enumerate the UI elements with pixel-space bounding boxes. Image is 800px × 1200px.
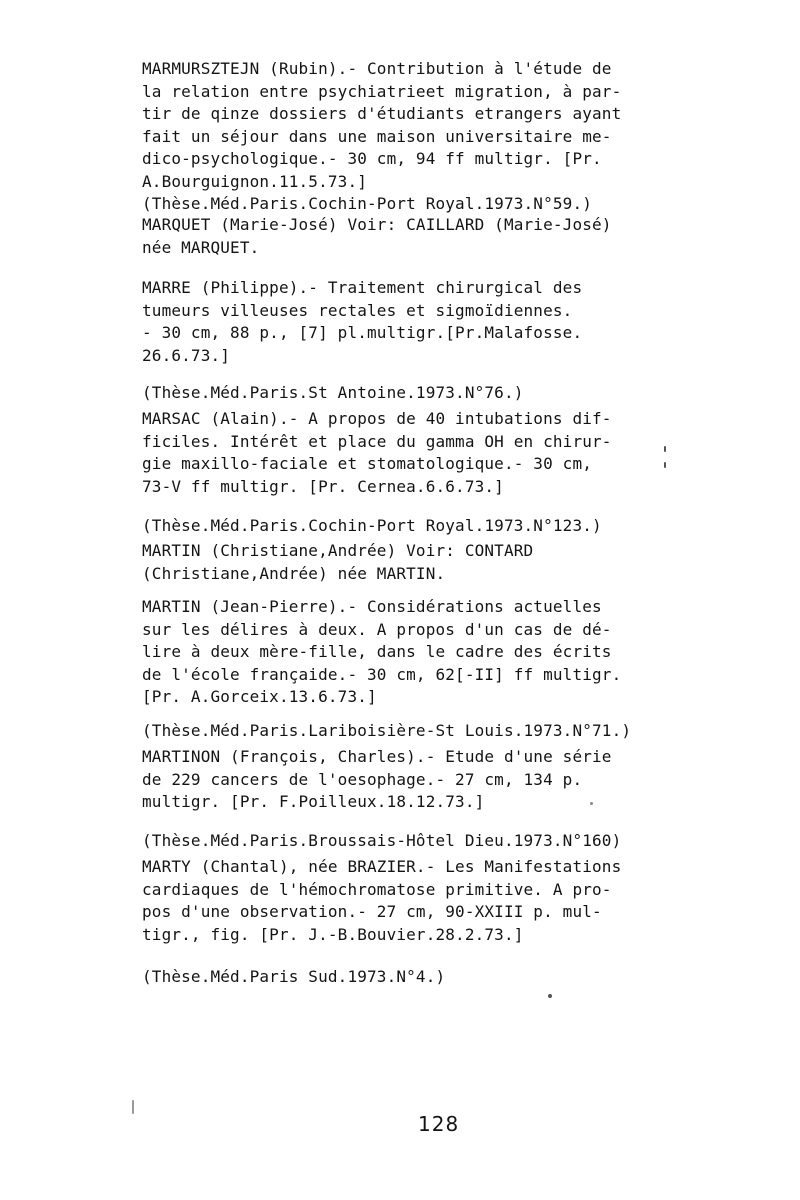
entry-line: cardiaques de l'hémochromatose primitive. A pro- bbox=[142, 879, 612, 899]
print-speck bbox=[664, 446, 666, 452]
entry-line: MARMURSZTEJN (Rubin).- Contribution à l'étude de bbox=[142, 59, 612, 78]
page-number: 128 bbox=[418, 1112, 460, 1136]
entry-line: MARTINON (François, Charles).- Etude d'une série bbox=[142, 747, 612, 766]
entry-line: MARSAC (Alain).- A propos de 40 intubations dif- bbox=[142, 409, 612, 428]
entry-line: de 229 cancers de l'oesophage.- 27 cm, 134 p. bbox=[142, 769, 583, 789]
entry-line: multigr. [Pr. F.Poilleux.18.12.73.] bbox=[142, 792, 485, 811]
entry-line: (Christiane,Andrée) née MARTIN. bbox=[142, 563, 446, 583]
thesis-reference: (Thèse.Méd.Paris.Lariboisière-St Louis.1973.N°71.) bbox=[142, 721, 632, 740]
entry-marmursztejn bbox=[142, 58, 662, 193]
print-speck bbox=[132, 1100, 134, 1114]
thesis-reference: (Thèse.Méd.Paris Sud.1973.N°4.) bbox=[142, 967, 446, 986]
entry-line: pos d'une observation.- 27 cm, 90-XXIII p. mul- bbox=[142, 902, 602, 921]
thesis-reference: (Thèse.Méd.Paris.Broussais-Hôtel Dieu.1973.N°160) bbox=[142, 831, 622, 850]
entry-marre bbox=[142, 277, 662, 367]
entry-line: ficiles. Intérêt et place du gamma OH en chirur- bbox=[142, 431, 612, 451]
entry-martinon bbox=[142, 746, 662, 814]
entry-line: - 30 cm, 88 p., [7] pl.multigr.[Pr.Malafosse. bbox=[142, 323, 583, 342]
entry-line: MARQUET (Marie-José) Voir: CAILLARD (Marie-José) bbox=[142, 215, 612, 234]
print-speck bbox=[664, 462, 666, 468]
entry-marsac bbox=[142, 408, 662, 498]
entry-line: tumeurs villeuses rectales et sigmoïdiennes. bbox=[142, 300, 573, 320]
entry-line: sur les délires à deux. A propos d'un cas de dé- bbox=[142, 619, 612, 639]
entry-line: dico-psychologique.- 30 cm, 94 ff multigr. [Pr. bbox=[142, 149, 602, 168]
entry-line: de l'école françaide.- 30 cm, 62[-II] ff multigr. bbox=[142, 664, 622, 684]
entry-line: MARTIN (Christiane,Andrée) Voir: CONTARD bbox=[142, 541, 534, 560]
entry-martin-jean-pierre bbox=[142, 596, 662, 709]
entry-marquet bbox=[142, 214, 662, 259]
entry-line: MARRE (Philippe).- Traitement chirurgical des bbox=[142, 278, 583, 297]
entry-line: MARTY (Chantal), née BRAZIER.- Les Manifestations bbox=[142, 857, 622, 876]
entry-line: la relation entre psychiatrieet migration, à par- bbox=[142, 81, 622, 101]
entry-line: tir de qinze dossiers d'étudiants etrangers ayant bbox=[142, 104, 622, 123]
entry-line: A.Bourguignon.11.5.73.] bbox=[142, 171, 368, 191]
entry-line: tigr., fig. [Pr. J.-B.Bouvier.28.2.73.] bbox=[142, 924, 524, 944]
entry-martin-christiane bbox=[142, 540, 662, 585]
entry-line: 73-V ff multigr. [Pr. Cernea.6.6.73.] bbox=[142, 476, 504, 496]
entry-line: 26.6.73.] bbox=[142, 345, 231, 365]
entry-line: [Pr. A.Gorceix.13.6.73.] bbox=[142, 687, 377, 706]
print-speck bbox=[548, 994, 552, 998]
entry-line: MARTIN (Jean-Pierre).- Considérations actuelles bbox=[142, 597, 602, 616]
print-speck bbox=[590, 802, 593, 805]
entry-line: lire à deux mère-fille, dans le cadre des écrits bbox=[142, 642, 612, 661]
thesis-reference: (Thèse.Méd.Paris.St Antoine.1973.N°76.) bbox=[142, 383, 524, 402]
entry-line: née MARQUET. bbox=[142, 237, 260, 257]
thesis-reference: (Thèse.Méd.Paris.Cochin-Port Royal.1973.N°59.) bbox=[142, 194, 593, 213]
thesis-reference: (Thèse.Méd.Paris.Cochin-Port Royal.1973.N°123.) bbox=[142, 516, 602, 535]
entry-line: fait un séjour dans une maison universitaire me- bbox=[142, 126, 612, 146]
entry-marty bbox=[142, 856, 662, 946]
entry-line: gie maxillo-faciale et stomatologique.- 30 cm, bbox=[142, 454, 593, 473]
